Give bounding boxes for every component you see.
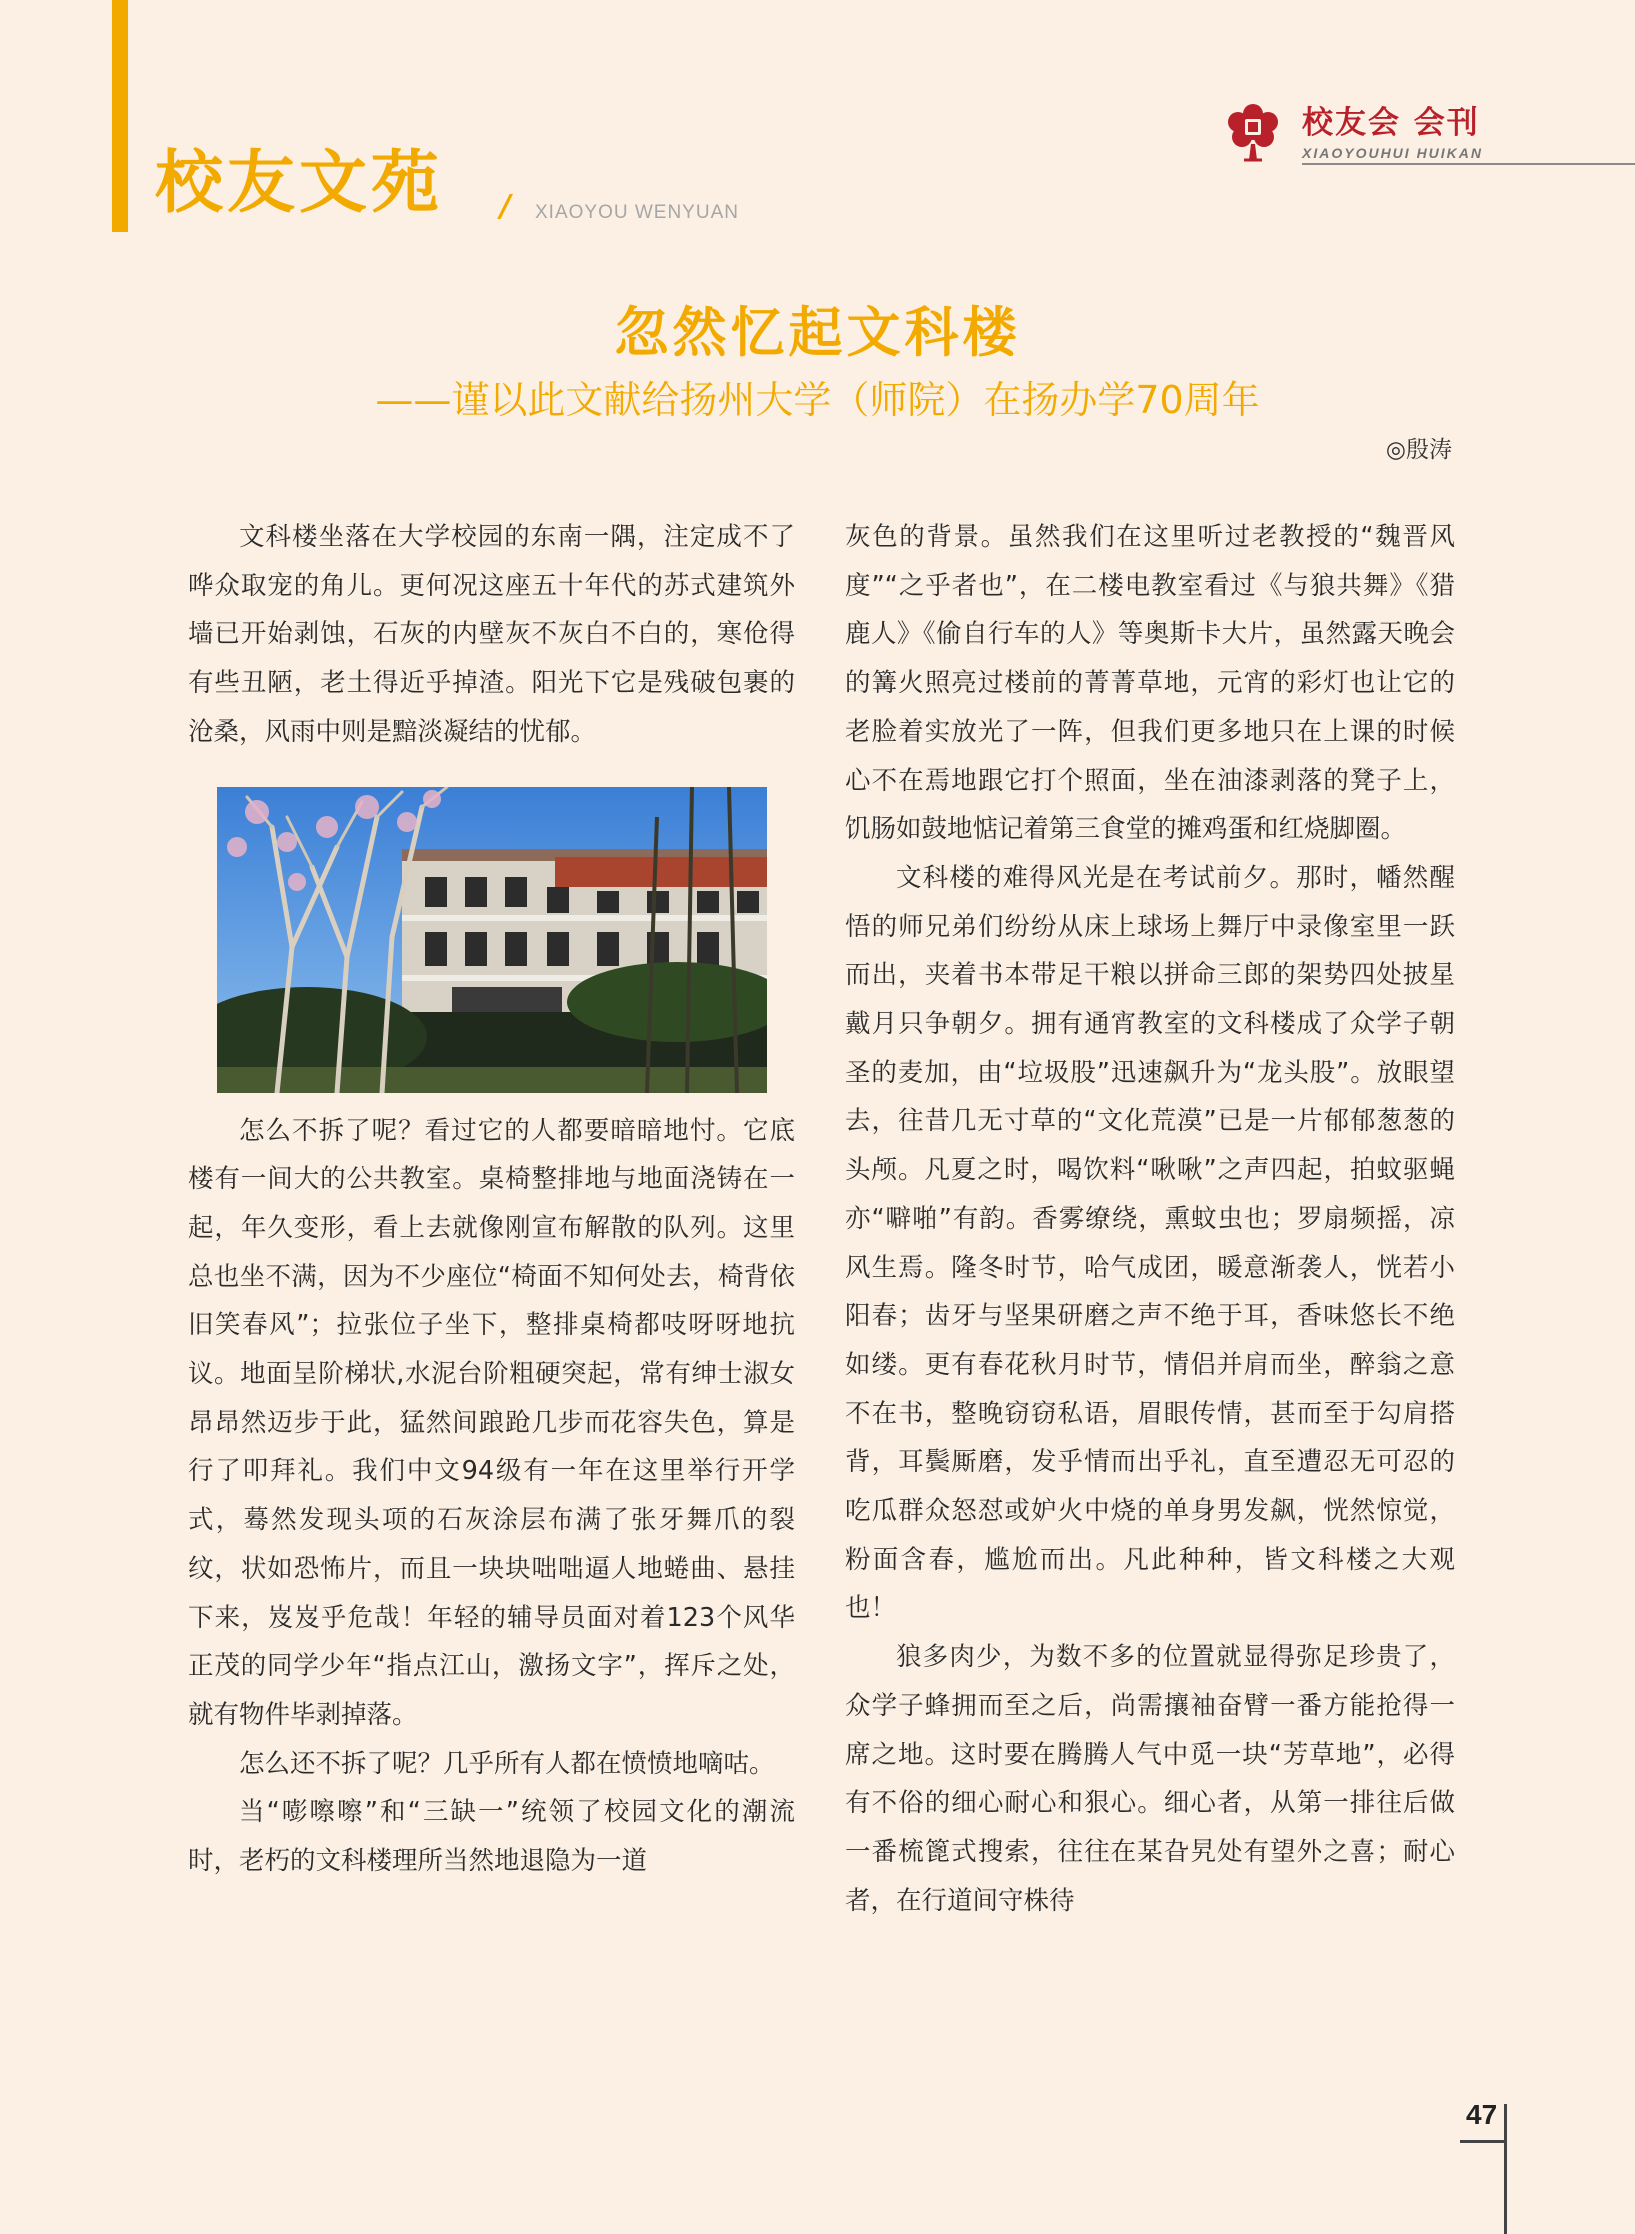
building-photo	[217, 787, 767, 1093]
alumni-association-logo-icon	[1222, 100, 1284, 162]
header-rule	[1302, 163, 1635, 165]
paragraph: 灰色的背景。虽然我们在这里听过老教授的“魏晋风度”“之乎者也”，在二楼电教室看过《与狼共舞》《猎鹿人》《偷自行车的人》等奥斯卡大片，虽然露天晚会的篝火照亮过楼前的菁菁草地，元宵的彩灯也让它的老脸着实放光了一阵，但我们更多地只在上课的时候心不在焉地跟它打个照面，坐在油漆剥落的凳子上，饥肠如鼓地惦记着第三食堂的摊鸡蛋和红烧脚圈。	[845, 522, 1455, 845]
paragraph: 当“嘭嚓嚓”和“三缺一”统领了校园文化的潮流时，老朽的文科楼理所当然地退隐为一道	[188, 1797, 795, 1877]
paragraph: 怎么不拆了呢？看过它的人都要暗暗地忖。它底楼有一间大的公共教室。桌椅整排地与地面浇铸在一起，年久变形，看上去就像刚宣布解散的队列。这里总也坐不满，因为不少座位“椅面不知何处去，椅背依旧笑春风”；拉张位子坐下，整排桌椅都吱呀呀地抗议。地面呈阶梯状,水泥台阶粗硬突起，常有绅士淑女昂昂然迈步于此，猛然间踉跄几步而花容失色，算是行了叩拜礼。我们中文94级有一年在这里举行开学式，蓦然发现头项的石灰涂层布满了张牙舞爪的裂纹，状如恐怖片，而且一块块咄咄逼人地蜷曲、悬挂下来，岌岌乎危哉！年轻的辅导员面对着123个风华正茂的同学少年“指点江山，激扬文字”，挥斥之处，就有物件毕剥掉落。	[188, 1115, 795, 1730]
journal-brand-pinyin: XIAOYOUHUI HUIKAN	[1302, 145, 1484, 161]
section-slash: /	[500, 189, 511, 224]
article-byline: ◎殷涛	[1385, 437, 1452, 463]
article-subtitle: ——谨以此文献给扬州大学（师院）在扬办学70周年	[375, 378, 1260, 422]
paragraph: 狼多肉少，为数不多的位置就显得弥足珍贵了，众学子蜂拥而至之后，尚需攘袖奋臂一番方能抢得一席之地。这时要在腾腾人气中觅一块“芳草地”，必得有不俗的细心耐心和狠心。细心者，从第一排往后做一番梳篦式搜索，往往在某旮旯处有望外之喜；耐心者，在行道间守株待	[845, 1642, 1455, 1916]
paragraph: 怎么还不拆了呢？几乎所有人都在愤愤地嘀咕。	[239, 1748, 775, 1779]
section-accent-bar	[112, 0, 128, 232]
journal-brand-name: 校友会 会刊	[1302, 105, 1480, 141]
paragraph: 文科楼坐落在大学校园的东南一隅，注定成不了哗众取宠的角儿。更何况这座五十年代的苏式建筑外墙已开始剥蚀，石灰的内壁灰不灰白不白的，寒伧得有些丑陋，老土得近乎掉渣。阳光下它是残破包裹的沧桑，风雨中则是黯淡凝结的忧郁。	[188, 522, 795, 747]
building-photo-image	[217, 787, 767, 1093]
page-number: 47	[1466, 2099, 1498, 2130]
article-title: 忽然忆起文科楼	[614, 300, 1021, 364]
right-column	[845, 513, 1455, 1925]
section-title: 校友文苑	[155, 144, 444, 223]
footer-rule-vertical	[1504, 2104, 1507, 2234]
left-column	[188, 513, 795, 1886]
footer-rule	[1460, 2140, 1505, 2143]
section-pinyin: XIAOYOU WENYUAN	[535, 202, 739, 223]
paragraph: 文科楼的难得风光是在考试前夕。那时，幡然醒悟的师兄弟们纷纷从床上球场上舞厅中录像室里一跃而出，夹着书本带足干粮以拼命三郎的架势四处披星戴月只争朝夕。拥有通宵教室的文科楼成了众学子朝圣的麦加，由“垃圾股”迅速飙升为“龙头股”。放眼望去，往昔几无寸草的“文化荒漠”已是一片郁郁葱葱的头颅。凡夏之时，喝饮料“啾啾”之声四起，拍蚊驱蝇亦“噼啪”有韵。香雾缭绕，熏蚊虫也；罗扇频摇，凉风生焉。隆冬时节，哈气成团，暖意渐袭人，恍若小阳春；齿牙与坚果研磨之声不绝于耳，香味悠长不绝如缕。更有春花秋月时节，情侣并肩而坐，醉翁之意不在书，整晚窃窃私语，眉眼传情，甚而至于勾肩搭背，耳鬓厮磨，发乎情而出乎礼，直至遭忍无可忍的吃瓜群众怒怼或妒火中烧的单身男发飙，恍然惊觉，粉面含春，尴尬而出。凡此种种，皆文科楼之大观也！	[845, 862, 1455, 1624]
